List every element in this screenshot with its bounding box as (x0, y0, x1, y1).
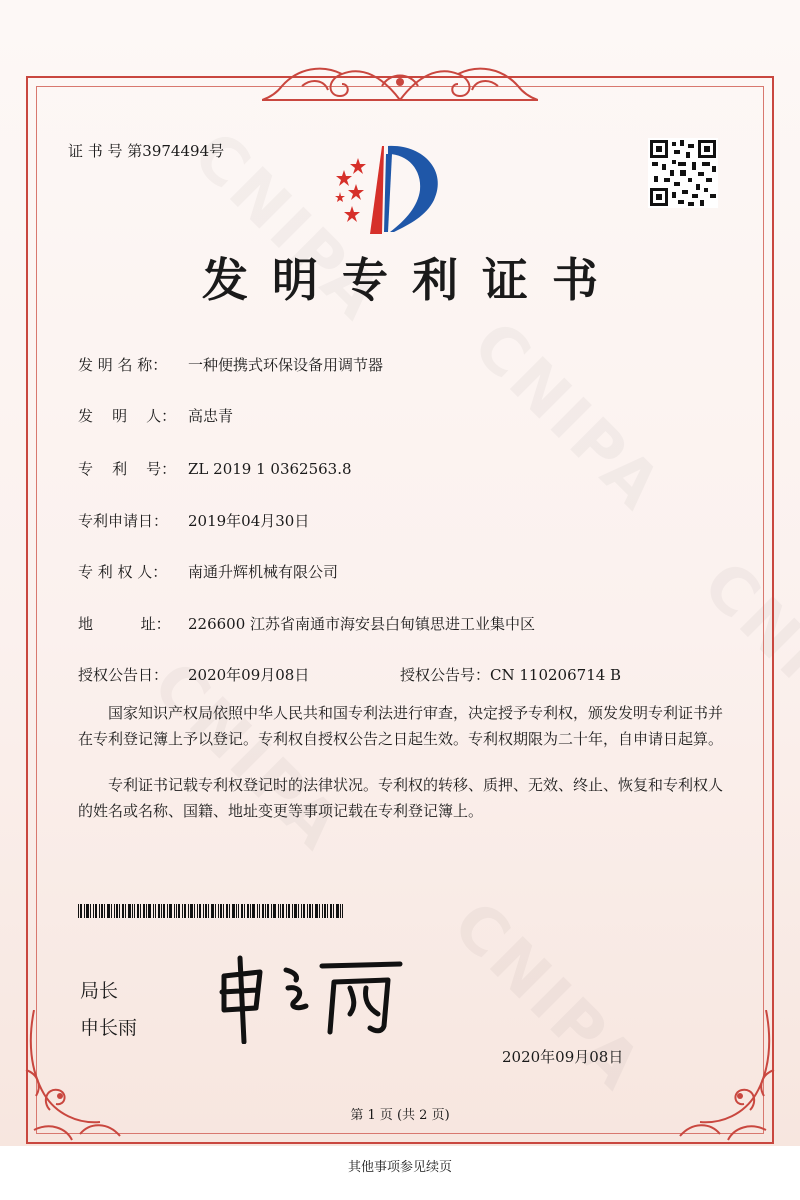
certificate-title: 发明专利证书 (202, 253, 622, 307)
barcode-bar (330, 904, 332, 918)
field-value: 226600 江苏省南通市海安县白甸镇思进工业集中区 (188, 615, 536, 633)
barcode-bar (107, 904, 110, 918)
barcode-bar (292, 904, 293, 918)
barcode-bar (298, 904, 299, 918)
barcode-bar (140, 904, 141, 918)
barcode-bar (132, 904, 133, 918)
barcode-bar (184, 904, 186, 918)
barcode-bar (244, 904, 245, 918)
barcode-bar (84, 904, 85, 918)
page-number: 第 1 页 (共 2 页) (350, 1108, 450, 1123)
barcode-bar (99, 904, 100, 918)
field-grant-date (78, 664, 309, 685)
barcode-bar (250, 904, 251, 918)
signatory-name: 申长雨 (80, 1017, 138, 1039)
field-filing-date (78, 510, 309, 531)
handwritten-signature-icon (210, 952, 410, 1044)
field-label: 授权公告日： (78, 666, 169, 684)
barcode-bar (143, 904, 145, 918)
barcode-bar (211, 904, 214, 918)
barcode-bar (301, 904, 302, 918)
field-label: 授权公告号： (400, 666, 491, 684)
barcode-bar (114, 904, 115, 918)
field-label: 发 明 人： (78, 407, 177, 425)
field-value: 2020年09月08日 (188, 666, 310, 684)
field-label: 地 址： (78, 615, 171, 633)
field-patent-number (78, 458, 352, 479)
barcode-bar (86, 904, 89, 918)
field-label: 专 利 号： (78, 460, 177, 478)
barcode-bar (188, 904, 189, 918)
field-value: ZL 2019 1 0362563.8 (188, 460, 352, 478)
cnipa-logo-icon (322, 140, 452, 240)
barcode-bar (265, 904, 266, 918)
field-label: 专利申请日： (78, 512, 169, 530)
barcode-bar (128, 904, 131, 918)
barcode-bar (312, 904, 313, 918)
statement-paragraph: 专利证书记载专利权登记时的法律状况。专利权的转移、质押、无效、终止、恢复和专利权人的姓名或名称、国籍、地址变更等事项记载在专利登记簿上。 (78, 776, 724, 820)
barcode-bar (119, 904, 120, 918)
barcode-bar (309, 904, 311, 918)
barcode-bar (80, 904, 82, 918)
barcode-bar (322, 904, 323, 918)
barcode-icon (78, 904, 346, 918)
field-value: 高忠青 (188, 407, 234, 425)
barcode-bar (158, 904, 160, 918)
barcode-bar (238, 904, 239, 918)
barcode-bar (190, 904, 193, 918)
field-invention-name (78, 354, 383, 375)
field-value: 一种便携式环保设备用调节器 (188, 356, 384, 374)
field-address (78, 613, 535, 634)
barcode-bar (336, 904, 339, 918)
footer-note: 其他事项参见续页 (347, 1160, 452, 1175)
certificate-number: 证 书 号 第3974494号 (68, 142, 225, 160)
field-grant-number (400, 664, 621, 685)
barcode-bar (319, 904, 320, 918)
field-value: CN 110206714 B (490, 666, 622, 684)
barcode-bar (280, 904, 281, 918)
barcode-bar (148, 904, 151, 918)
field-patentee (78, 561, 338, 582)
barcode-bar (125, 904, 126, 918)
barcode-bar (294, 904, 297, 918)
barcode-bar (93, 904, 94, 918)
barcode-bar (303, 904, 305, 918)
barcode-bar (286, 904, 287, 918)
barcode-bar (194, 904, 195, 918)
barcode-bar (236, 904, 237, 918)
barcode-bar (215, 904, 216, 918)
barcode-bar (267, 904, 269, 918)
barcode-bar (259, 904, 260, 918)
barcode-bar (327, 904, 328, 918)
barcode-bar (122, 904, 124, 918)
barcode-bar (197, 904, 198, 918)
barcode-bar (340, 904, 341, 918)
barcode-bar (208, 904, 209, 918)
corner-ornament-icon (670, 1010, 780, 1146)
field-inventor (78, 405, 233, 426)
barcode-bar (315, 904, 318, 918)
barcode-bar (324, 904, 326, 918)
signatory-title: 局长 (80, 980, 119, 1002)
barcode-bar (111, 904, 112, 918)
barcode-bar (229, 904, 230, 918)
barcode-bar (182, 904, 183, 918)
barcode-bar (273, 904, 276, 918)
qr-code-icon (648, 138, 718, 208)
barcode-bar (247, 904, 249, 918)
barcode-bar (226, 904, 228, 918)
field-value: 2019年04月30日 (188, 512, 310, 530)
barcode-bar (163, 904, 165, 918)
barcode-bar (178, 904, 180, 918)
barcode-bar (167, 904, 168, 918)
barcode-bar (205, 904, 207, 918)
barcode-bar (176, 904, 177, 918)
barcode-bar (153, 904, 154, 918)
barcode-bar (257, 904, 258, 918)
barcode-bar (271, 904, 272, 918)
barcode-bar (282, 904, 284, 918)
top-ornament-icon (262, 56, 538, 106)
barcode-bar (199, 904, 201, 918)
field-label: 发 明 名 称： (78, 356, 168, 374)
barcode-bar (232, 904, 235, 918)
field-label: 专 利 权 人： (78, 563, 168, 581)
barcode-bar (333, 904, 334, 918)
signing-date: 2020年09月08日 (502, 1048, 624, 1066)
barcode-bar (134, 904, 135, 918)
barcode-bar (223, 904, 224, 918)
barcode-bar (174, 904, 175, 918)
field-value: 南通升辉机械有限公司 (188, 563, 339, 581)
barcode-bar (78, 904, 79, 918)
barcode-bar (104, 904, 105, 918)
barcode-bar (146, 904, 147, 918)
barcode-bar (155, 904, 156, 918)
barcode-bar (288, 904, 290, 918)
barcode-bar (241, 904, 243, 918)
barcode-bar (307, 904, 308, 918)
barcode-bar (278, 904, 279, 918)
barcode-bar (95, 904, 97, 918)
barcode-bar (220, 904, 222, 918)
barcode-bar (101, 904, 103, 918)
barcode-bar (90, 904, 91, 918)
barcode-bar (169, 904, 172, 918)
barcode-bar (137, 904, 139, 918)
barcode-bar (342, 904, 343, 918)
barcode-bar (203, 904, 204, 918)
barcode-bar (116, 904, 118, 918)
barcode-bar (262, 904, 264, 918)
barcode-bar (218, 904, 219, 918)
barcode-bar (252, 904, 255, 918)
statement-paragraph: 国家知识产权局依照中华人民共和国专利法进行审查，决定授予专利权，颁发发明专利证书并在专利登记簿上予以登记。专利权自授权公告之日起生效。专利权期限为二十年，自申请日起算。 (78, 704, 724, 748)
barcode-bar (161, 904, 162, 918)
